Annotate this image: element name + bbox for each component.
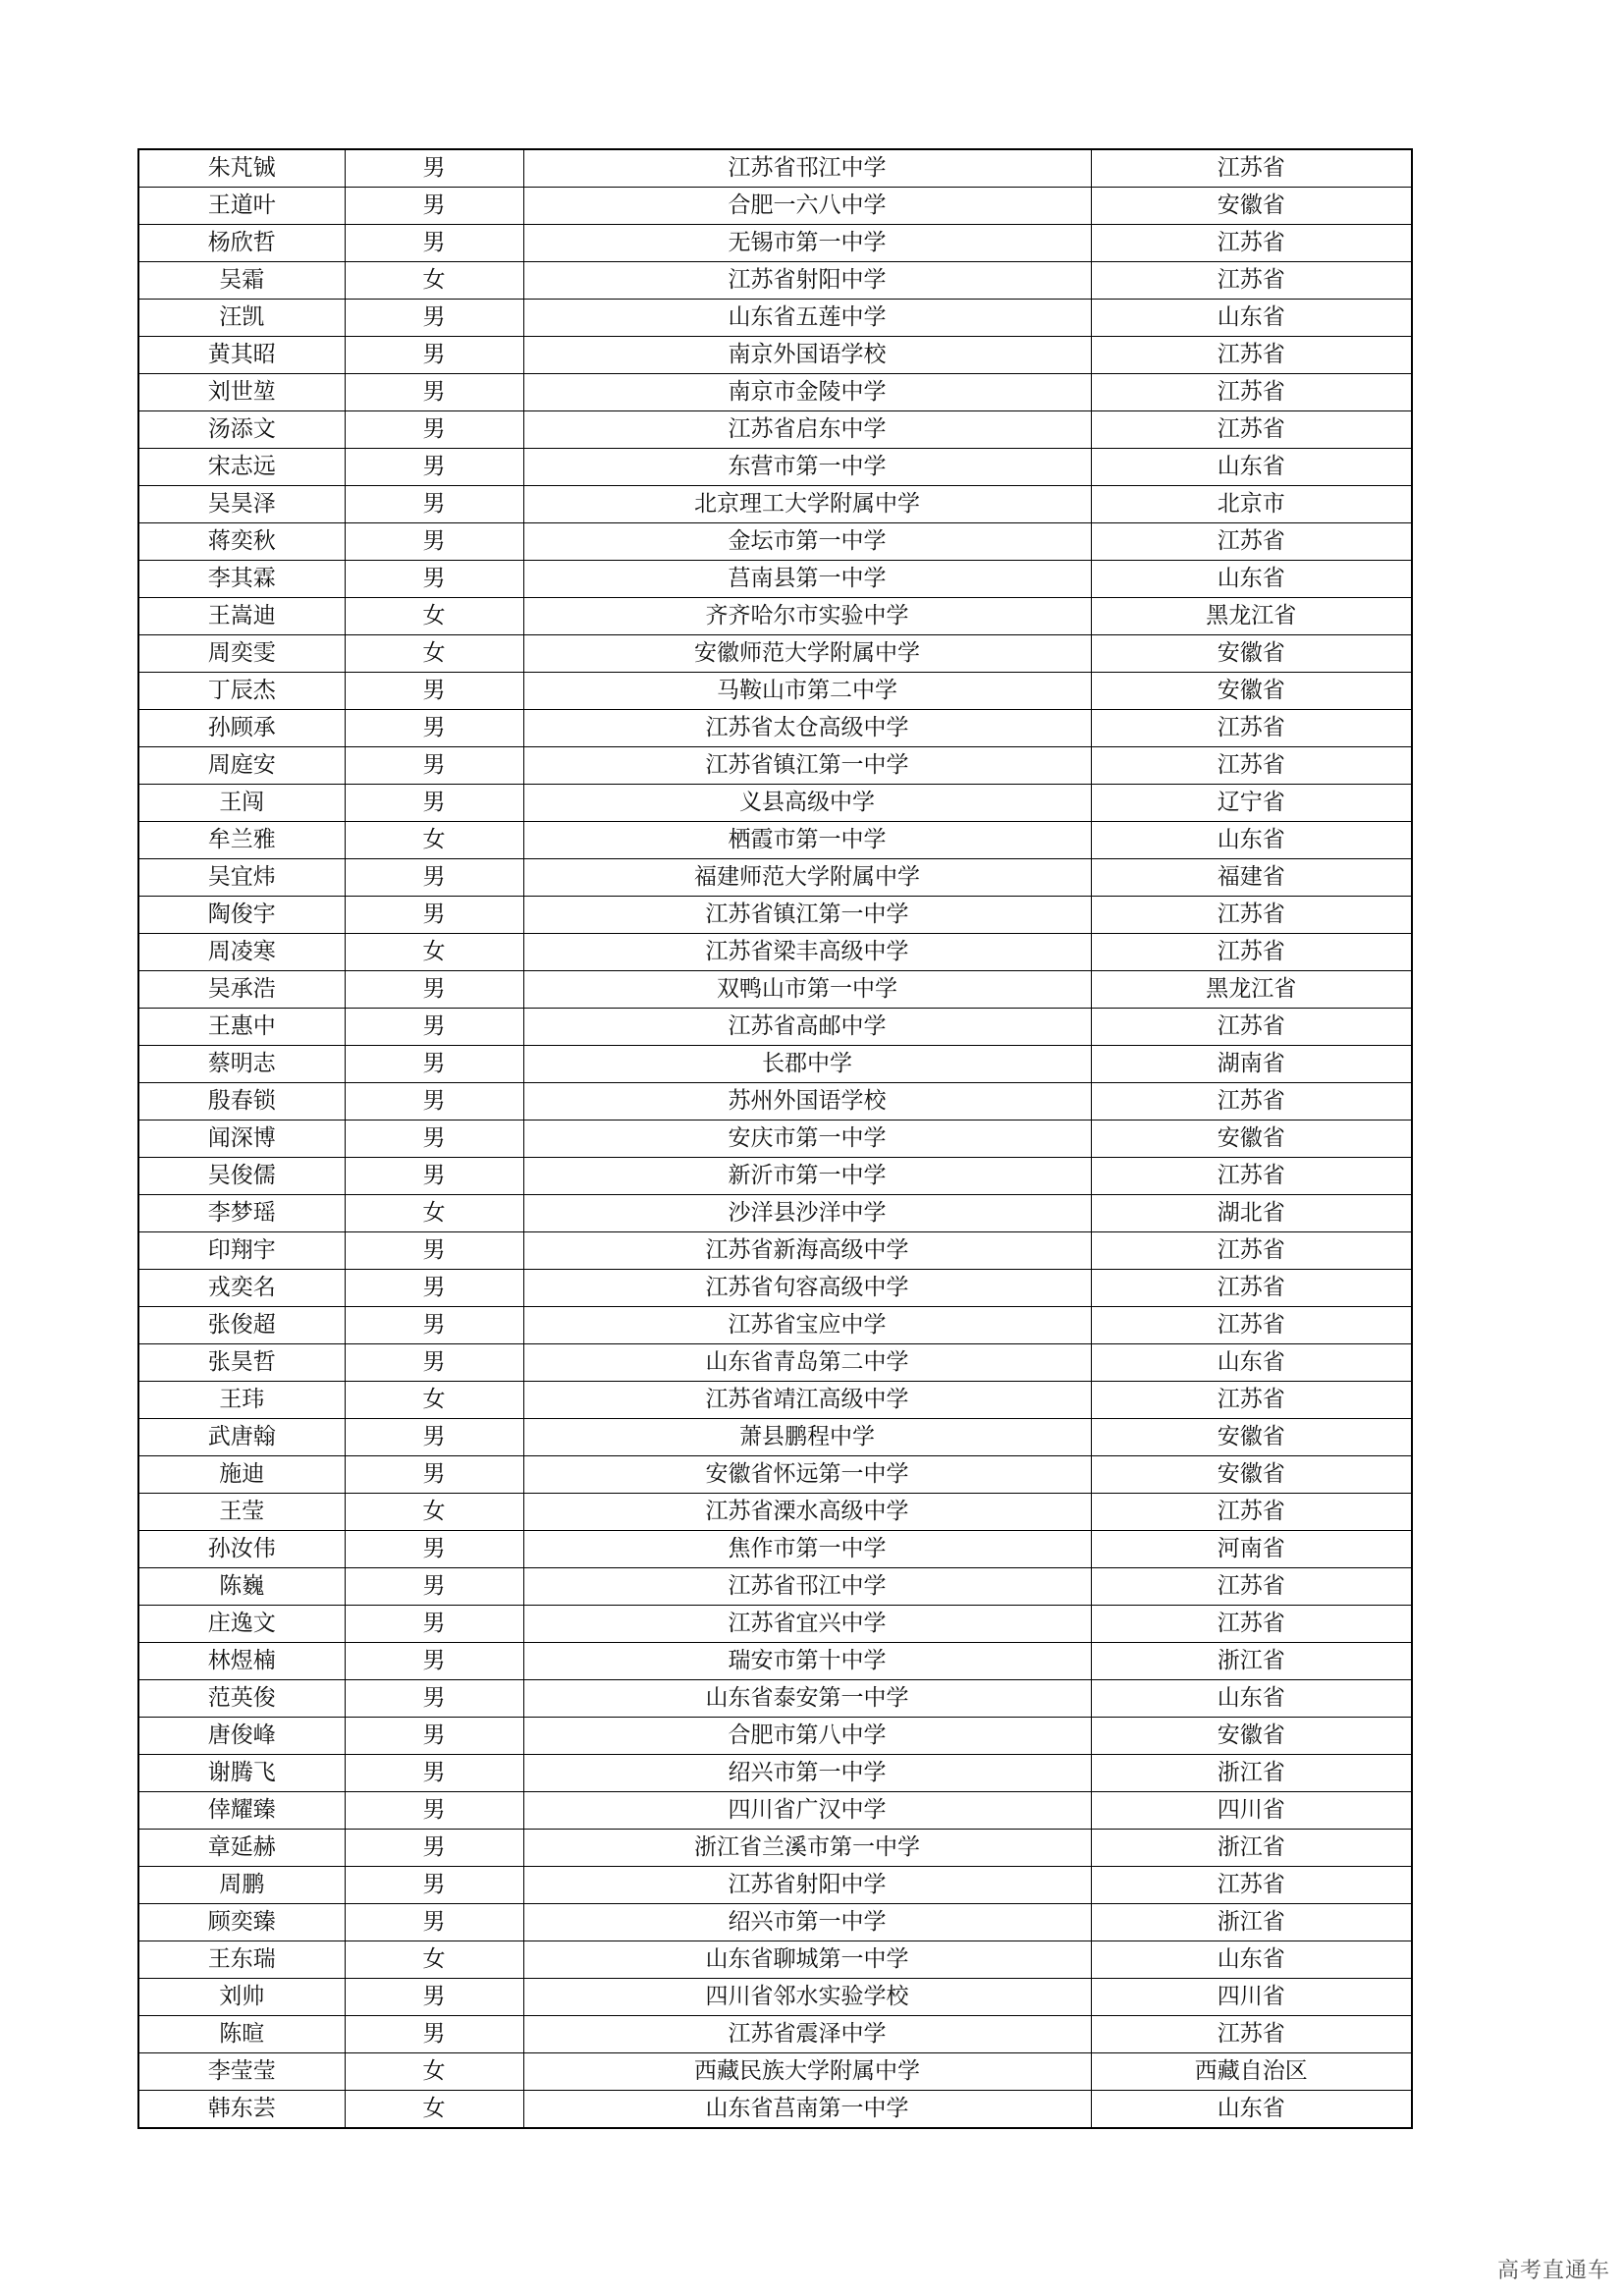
province-cell: 四川省 [1091,1792,1412,1830]
student-name-cell: 杨欣哲 [138,225,345,262]
student-name-cell: 顾奕臻 [138,1904,345,1941]
school-cell: 义县高级中学 [523,785,1091,822]
student-name-cell: 陶俊宇 [138,897,345,934]
table-row [138,1494,1412,1531]
gender-cell: 男 [345,449,523,486]
gender-cell: 男 [345,374,523,411]
table-row [138,449,1412,486]
province-cell: 四川省 [1091,1979,1412,2016]
school-cell: 山东省五莲中学 [523,300,1091,337]
province-cell: 江苏省 [1091,934,1412,971]
student-name-cell: 王闯 [138,785,345,822]
student-name-cell: 汪凯 [138,300,345,337]
school-cell: 苏州外国语学校 [523,1083,1091,1121]
student-name-cell: 王东瑞 [138,1941,345,1979]
school-cell: 北京理工大学附属中学 [523,486,1091,523]
school-cell: 金坛市第一中学 [523,523,1091,561]
student-name-cell: 王惠中 [138,1009,345,1046]
gender-cell: 女 [345,635,523,673]
table-row [138,1904,1412,1941]
table-row [138,1232,1412,1270]
gender-cell: 男 [345,1344,523,1382]
gender-cell: 男 [345,561,523,598]
province-cell: 江苏省 [1091,523,1412,561]
student-name-cell: 李梦瑶 [138,1195,345,1232]
province-cell: 江苏省 [1091,374,1412,411]
student-name-cell: 周奕雯 [138,635,345,673]
table-row [138,1755,1412,1792]
student-name-cell: 汤添文 [138,411,345,449]
school-cell: 无锡市第一中学 [523,225,1091,262]
student-name-cell: 武唐翰 [138,1419,345,1456]
gender-cell: 男 [345,1792,523,1830]
gender-cell: 男 [345,1270,523,1307]
gender-cell: 男 [345,897,523,934]
province-cell: 山东省 [1091,2091,1412,2129]
school-cell: 南京市金陵中学 [523,374,1091,411]
school-cell: 栖霞市第一中学 [523,822,1091,859]
province-cell: 江苏省 [1091,2016,1412,2053]
gender-cell: 男 [345,1121,523,1158]
province-cell: 安徽省 [1091,1419,1412,1456]
student-name-cell: 吴昊泽 [138,486,345,523]
table-row [138,1419,1412,1456]
table-row [138,747,1412,785]
table-row [138,1606,1412,1643]
school-cell: 江苏省震泽中学 [523,2016,1091,2053]
gender-cell: 女 [345,822,523,859]
student-name-cell: 倖耀臻 [138,1792,345,1830]
gender-cell: 男 [345,859,523,897]
school-cell: 南京外国语学校 [523,337,1091,374]
school-cell: 山东省泰安第一中学 [523,1680,1091,1718]
gender-cell: 男 [345,225,523,262]
province-cell: 山东省 [1091,822,1412,859]
table-row [138,1680,1412,1718]
school-cell: 西藏民族大学附属中学 [523,2053,1091,2091]
student-name-cell: 殷春锁 [138,1083,345,1121]
gender-cell: 男 [345,1419,523,1456]
table-row [138,1792,1412,1830]
school-cell: 新沂市第一中学 [523,1158,1091,1195]
table-row [138,2053,1412,2091]
province-cell: 江苏省 [1091,710,1412,747]
table-row [138,1046,1412,1083]
watermark-text: 高考直通车 [1496,2259,1610,2283]
school-cell: 瑞安市第十中学 [523,1643,1091,1680]
student-name-cell: 韩东芸 [138,2091,345,2129]
gender-cell: 男 [345,1568,523,1606]
school-cell: 江苏省宜兴中学 [523,1606,1091,1643]
school-cell: 江苏省射阳中学 [523,262,1091,300]
province-cell: 山东省 [1091,300,1412,337]
table-row [138,673,1412,710]
province-cell: 江苏省 [1091,1606,1412,1643]
student-name-cell: 王嵩迪 [138,598,345,635]
province-cell: 黑龙江省 [1091,971,1412,1009]
table-row [138,859,1412,897]
school-cell: 江苏省镇江第一中学 [523,747,1091,785]
gender-cell: 男 [345,1643,523,1680]
table-row [138,635,1412,673]
table-row [138,1456,1412,1494]
student-name-cell: 刘帅 [138,1979,345,2016]
gender-cell: 女 [345,2053,523,2091]
table-row [138,1158,1412,1195]
student-name-cell: 朱芃铖 [138,149,345,188]
school-cell: 安徽省怀远第一中学 [523,1456,1091,1494]
table-row [138,1531,1412,1568]
gender-cell: 男 [345,300,523,337]
student-name-cell: 王道叶 [138,188,345,225]
school-cell: 江苏省高邮中学 [523,1009,1091,1046]
school-cell: 山东省青岛第二中学 [523,1344,1091,1382]
gender-cell: 男 [345,1718,523,1755]
student-name-cell: 施迪 [138,1456,345,1494]
province-cell: 江苏省 [1091,225,1412,262]
province-cell: 黑龙江省 [1091,598,1412,635]
school-cell: 江苏省邗江中学 [523,149,1091,188]
school-cell: 齐齐哈尔市实验中学 [523,598,1091,635]
province-cell: 山东省 [1091,1680,1412,1718]
table-row [138,262,1412,300]
table-row [138,337,1412,374]
province-cell: 安徽省 [1091,673,1412,710]
province-cell: 江苏省 [1091,411,1412,449]
school-cell: 长郡中学 [523,1046,1091,1083]
gender-cell: 男 [345,1531,523,1568]
gender-cell: 男 [345,1867,523,1904]
school-cell: 江苏省邗江中学 [523,1568,1091,1606]
table-row [138,598,1412,635]
student-name-cell: 黄其昭 [138,337,345,374]
gender-cell: 男 [345,1158,523,1195]
province-cell: 辽宁省 [1091,785,1412,822]
table-row [138,374,1412,411]
province-cell: 安徽省 [1091,1718,1412,1755]
gender-cell: 男 [345,1904,523,1941]
table-row [138,411,1412,449]
table-row [138,1830,1412,1867]
gender-cell: 男 [345,2016,523,2053]
province-cell: 江苏省 [1091,1009,1412,1046]
province-cell: 浙江省 [1091,1755,1412,1792]
student-name-cell: 范英俊 [138,1680,345,1718]
table-row [138,225,1412,262]
gender-cell: 男 [345,411,523,449]
table-row [138,822,1412,859]
student-name-cell: 李其霖 [138,561,345,598]
school-cell: 绍兴市第一中学 [523,1904,1091,1941]
student-name-cell: 周鹏 [138,1867,345,1904]
province-cell: 安徽省 [1091,1121,1412,1158]
student-name-cell: 牟兰雅 [138,822,345,859]
table-row [138,1643,1412,1680]
table-row [138,1382,1412,1419]
gender-cell: 男 [345,1830,523,1867]
province-cell: 安徽省 [1091,635,1412,673]
table-row [138,1979,1412,2016]
province-cell: 西藏自治区 [1091,2053,1412,2091]
school-cell: 山东省莒南第一中学 [523,2091,1091,2129]
table-row [138,149,1412,188]
province-cell: 安徽省 [1091,1456,1412,1494]
student-name-cell: 闻深博 [138,1121,345,1158]
student-name-cell: 林煜楠 [138,1643,345,1680]
table-row [138,1718,1412,1755]
gender-cell: 女 [345,1195,523,1232]
student-name-cell: 吴俊儒 [138,1158,345,1195]
province-cell: 湖北省 [1091,1195,1412,1232]
table-row [138,710,1412,747]
table-row [138,971,1412,1009]
student-name-cell: 王莹 [138,1494,345,1531]
student-name-cell: 刘世堃 [138,374,345,411]
gender-cell: 男 [345,1456,523,1494]
province-cell: 山东省 [1091,449,1412,486]
gender-cell: 男 [345,1755,523,1792]
province-cell: 山东省 [1091,561,1412,598]
table-row [138,1867,1412,1904]
student-name-cell: 庄逸文 [138,1606,345,1643]
table-row [138,2091,1412,2129]
province-cell: 江苏省 [1091,1083,1412,1121]
school-cell: 沙洋县沙洋中学 [523,1195,1091,1232]
student-name-cell: 陈巍 [138,1568,345,1606]
table-row [138,1009,1412,1046]
student-name-cell: 戎奕名 [138,1270,345,1307]
student-name-cell: 周凌寒 [138,934,345,971]
school-cell: 四川省邻水实验学校 [523,1979,1091,2016]
gender-cell: 男 [345,337,523,374]
school-cell: 合肥市第八中学 [523,1718,1091,1755]
province-cell: 江苏省 [1091,149,1412,188]
student-name-cell: 印翔宇 [138,1232,345,1270]
province-cell: 江苏省 [1091,1568,1412,1606]
gender-cell: 男 [345,747,523,785]
gender-cell: 男 [345,971,523,1009]
gender-cell: 男 [345,149,523,188]
province-cell: 江苏省 [1091,337,1412,374]
student-name-cell: 孙汝伟 [138,1531,345,1568]
school-cell: 四川省广汉中学 [523,1792,1091,1830]
table-row [138,188,1412,225]
student-name-cell: 丁辰杰 [138,673,345,710]
student-name-cell: 蔡明志 [138,1046,345,1083]
province-cell: 浙江省 [1091,1904,1412,1941]
school-cell: 江苏省句容高级中学 [523,1270,1091,1307]
province-cell: 山东省 [1091,1941,1412,1979]
province-cell: 福建省 [1091,859,1412,897]
school-cell: 莒南县第一中学 [523,561,1091,598]
table-row [138,561,1412,598]
gender-cell: 男 [345,785,523,822]
province-cell: 江苏省 [1091,1270,1412,1307]
student-roster-table [137,148,1413,2129]
student-name-cell: 蒋奕秋 [138,523,345,561]
school-cell: 合肥一六八中学 [523,188,1091,225]
province-cell: 湖南省 [1091,1046,1412,1083]
school-cell: 萧县鹏程中学 [523,1419,1091,1456]
table-row [138,1568,1412,1606]
school-cell: 江苏省梁丰高级中学 [523,934,1091,971]
student-name-cell: 陈暄 [138,2016,345,2053]
province-cell: 江苏省 [1091,1494,1412,1531]
province-cell: 浙江省 [1091,1830,1412,1867]
student-name-cell: 唐俊峰 [138,1718,345,1755]
gender-cell: 男 [345,1680,523,1718]
table-row [138,1121,1412,1158]
school-cell: 双鸭山市第一中学 [523,971,1091,1009]
school-cell: 江苏省镇江第一中学 [523,897,1091,934]
gender-cell: 男 [345,486,523,523]
table-row [138,785,1412,822]
school-cell: 江苏省太仓高级中学 [523,710,1091,747]
province-cell: 江苏省 [1091,262,1412,300]
student-name-cell: 宋志远 [138,449,345,486]
student-name-cell: 周庭安 [138,747,345,785]
province-cell: 河南省 [1091,1531,1412,1568]
table-row [138,1307,1412,1344]
table-row [138,1083,1412,1121]
province-cell: 江苏省 [1091,1382,1412,1419]
gender-cell: 男 [345,1307,523,1344]
school-cell: 江苏省溧水高级中学 [523,1494,1091,1531]
school-cell: 江苏省宝应中学 [523,1307,1091,1344]
school-cell: 江苏省启东中学 [523,411,1091,449]
school-cell: 浙江省兰溪市第一中学 [523,1830,1091,1867]
table-row [138,2016,1412,2053]
student-name-cell: 张俊超 [138,1307,345,1344]
gender-cell: 男 [345,1606,523,1643]
table-row [138,1195,1412,1232]
table-row [138,300,1412,337]
student-name-cell: 章延赫 [138,1830,345,1867]
school-cell: 东营市第一中学 [523,449,1091,486]
table-row [138,523,1412,561]
province-cell: 江苏省 [1091,1158,1412,1195]
school-cell: 绍兴市第一中学 [523,1755,1091,1792]
province-cell: 江苏省 [1091,1307,1412,1344]
province-cell: 江苏省 [1091,1867,1412,1904]
province-cell: 江苏省 [1091,1232,1412,1270]
school-cell: 山东省聊城第一中学 [523,1941,1091,1979]
school-cell: 福建师范大学附属中学 [523,859,1091,897]
student-name-cell: 王玮 [138,1382,345,1419]
table-row [138,1344,1412,1382]
gender-cell: 女 [345,1941,523,1979]
province-cell: 安徽省 [1091,188,1412,225]
gender-cell: 女 [345,598,523,635]
gender-cell: 男 [345,673,523,710]
student-name-cell: 吴宜炜 [138,859,345,897]
school-cell: 焦作市第一中学 [523,1531,1091,1568]
school-cell: 江苏省靖江高级中学 [523,1382,1091,1419]
gender-cell: 女 [345,934,523,971]
table-row [138,1941,1412,1979]
roster-body [138,149,1412,2128]
province-cell: 山东省 [1091,1344,1412,1382]
province-cell: 江苏省 [1091,747,1412,785]
gender-cell: 男 [345,523,523,561]
school-cell: 江苏省新海高级中学 [523,1232,1091,1270]
student-name-cell: 谢腾飞 [138,1755,345,1792]
gender-cell: 男 [345,1979,523,2016]
gender-cell: 男 [345,1009,523,1046]
table-row [138,1270,1412,1307]
student-name-cell: 李莹莹 [138,2053,345,2091]
province-cell: 江苏省 [1091,897,1412,934]
gender-cell: 男 [345,710,523,747]
gender-cell: 男 [345,1046,523,1083]
gender-cell: 女 [345,1382,523,1419]
gender-cell: 男 [345,1232,523,1270]
gender-cell: 男 [345,1083,523,1121]
gender-cell: 女 [345,2091,523,2129]
gender-cell: 女 [345,262,523,300]
school-cell: 安庆市第一中学 [523,1121,1091,1158]
student-name-cell: 吴承浩 [138,971,345,1009]
student-name-cell: 张昊哲 [138,1344,345,1382]
province-cell: 北京市 [1091,486,1412,523]
gender-cell: 女 [345,1494,523,1531]
table-row [138,486,1412,523]
school-cell: 江苏省射阳中学 [523,1867,1091,1904]
student-name-cell: 吴霜 [138,262,345,300]
school-cell: 马鞍山市第二中学 [523,673,1091,710]
gender-cell: 男 [345,188,523,225]
table-row [138,934,1412,971]
province-cell: 浙江省 [1091,1643,1412,1680]
table-row [138,897,1412,934]
school-cell: 安徽师范大学附属中学 [523,635,1091,673]
student-name-cell: 孙顾承 [138,710,345,747]
